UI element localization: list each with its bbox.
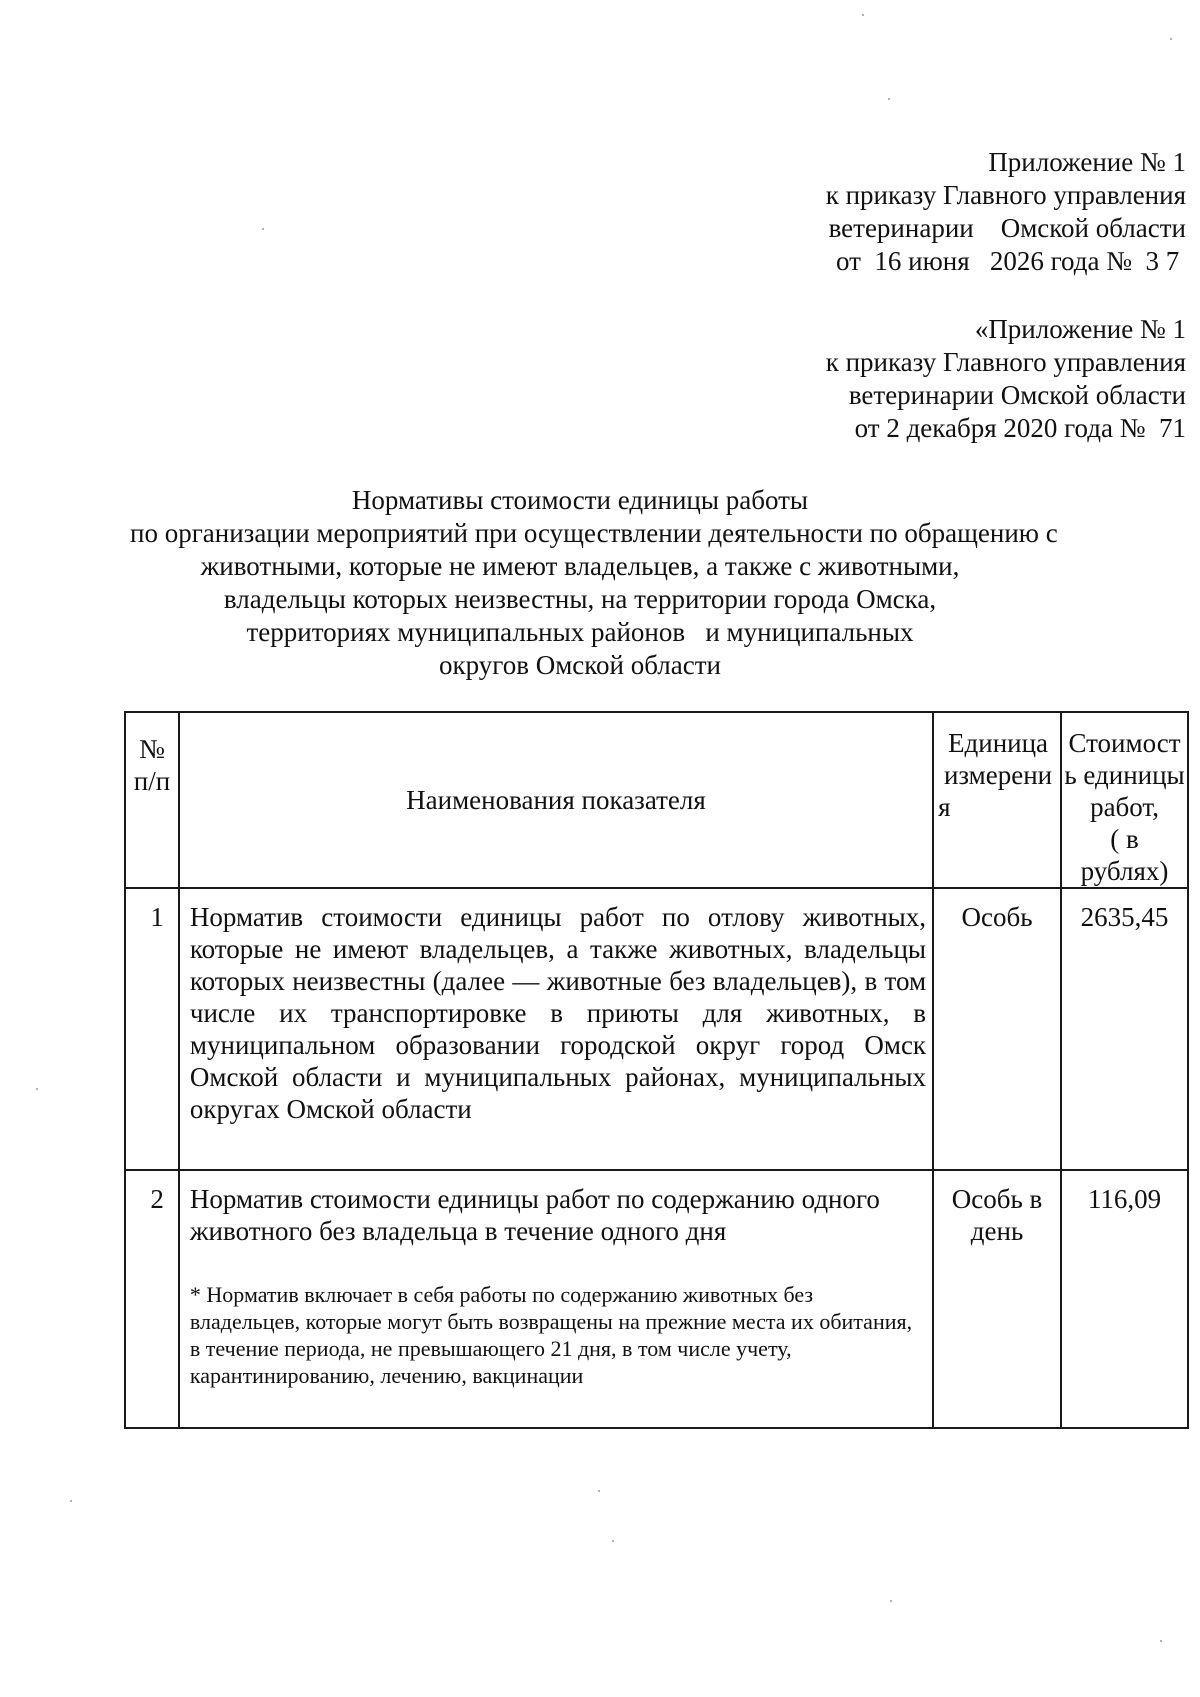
header-unit-line-1: Единица — [948, 728, 1049, 758]
header-cost — [1061, 712, 1188, 888]
scan-speck — [598, 1490, 600, 1492]
title-line-6: округов Омской области — [439, 650, 721, 680]
row-name-cell — [179, 1170, 933, 1428]
header-name: Наименования показателя — [179, 712, 933, 888]
appendix-new-line-1: Приложение № 1 — [988, 147, 1186, 177]
scan-speck — [890, 1600, 892, 1602]
scan-speck — [888, 98, 890, 100]
header-cost-line-2: ь единицы — [1064, 760, 1185, 790]
row-cost: 116,09 — [1061, 1170, 1188, 1428]
appendix-new-line-2: к приказу Главного управления — [825, 180, 1186, 210]
scan-speck — [862, 14, 864, 16]
row-unit: Особь — [933, 888, 1061, 1170]
table-row — [125, 888, 1188, 1170]
appendix-new-line-4: от 16 июня 2026 года № 3 7 — [835, 246, 1186, 276]
header-cost-line-1: Стоимост — [1068, 728, 1181, 758]
title-line-2: по организации мероприятий при осуществлении деятельности по обращению с — [130, 518, 1058, 548]
header-number-line-1: № — [139, 734, 165, 764]
appendix-old-line-4: от 2 декабря 2020 года № 71 — [854, 413, 1186, 443]
appendix-old-line-2: к приказу Главного управления — [825, 347, 1186, 377]
scan-speck — [70, 1500, 72, 1502]
header-cost-line-5: рублях) — [1080, 856, 1169, 886]
appendix-old-line-1: «Приложение № 1 — [974, 314, 1186, 344]
header-number-line-2: п/п — [133, 766, 171, 796]
scan-speck — [1160, 1640, 1162, 1642]
row-cost: 2635,45 — [1061, 888, 1188, 1170]
norms-table — [124, 711, 1189, 1429]
row-name: Норматив стоимости единицы работ по отлову животных, которые не имеют владельцев, а также животных, владельцы которых неизвестны (далее — животные без владельцев), в том числе их транспортировке в приюты для животных, в муниципальном образовании городской округ город Омск Омской области и муниципальных районах, муниципальных округах Омской области — [179, 888, 933, 1170]
header-cost-line-4: ( в — [1110, 824, 1139, 854]
row-number: 1 — [125, 888, 179, 1170]
title-line-1: Нормативы стоимости единицы работы — [351, 485, 809, 515]
header-unit — [933, 712, 1061, 888]
scan-speck — [612, 1540, 614, 1542]
title-line-5: территориях муниципальных районов и муниципальных — [246, 617, 914, 647]
scan-speck — [262, 228, 264, 230]
table-header-row — [125, 712, 1188, 888]
document-title — [130, 484, 1058, 682]
scan-speck — [36, 1088, 38, 1090]
title-line-3: животными, которые не имеют владельцев, а также с животными, — [200, 551, 960, 581]
row-unit: Особь в день — [933, 1170, 1061, 1428]
appendix-header-new — [686, 146, 1186, 278]
row-name: Норматив стоимости единицы работ по содержанию одного животного без владельца в течение одного дня — [189, 1184, 880, 1246]
appendix-old-line-3: ветеринарии Омской области — [848, 380, 1186, 410]
header-number — [125, 712, 179, 888]
appendix-new-line-3: ветеринарии Омской области — [828, 213, 1186, 243]
title-line-4: владельцы которых неизвестны, на территории города Омска, — [223, 584, 937, 614]
appendix-header-old — [686, 313, 1186, 445]
table-row — [125, 1170, 1188, 1428]
row-number: 2 — [125, 1170, 179, 1428]
row-footnote: * Норматив включает в себя работы по содержанию животных без владельцев, которые могут быть возвращены на прежние места их обитания, в течение периода, не превышающего 21 дня, в том числе учету, карантинированию, лечению, вакцинации — [189, 1282, 913, 1388]
header-unit-line-2: измерени — [943, 760, 1053, 790]
header-unit-line-3: я — [938, 792, 951, 822]
scan-speck — [1170, 38, 1172, 40]
header-cost-line-3: работ, — [1090, 792, 1159, 822]
